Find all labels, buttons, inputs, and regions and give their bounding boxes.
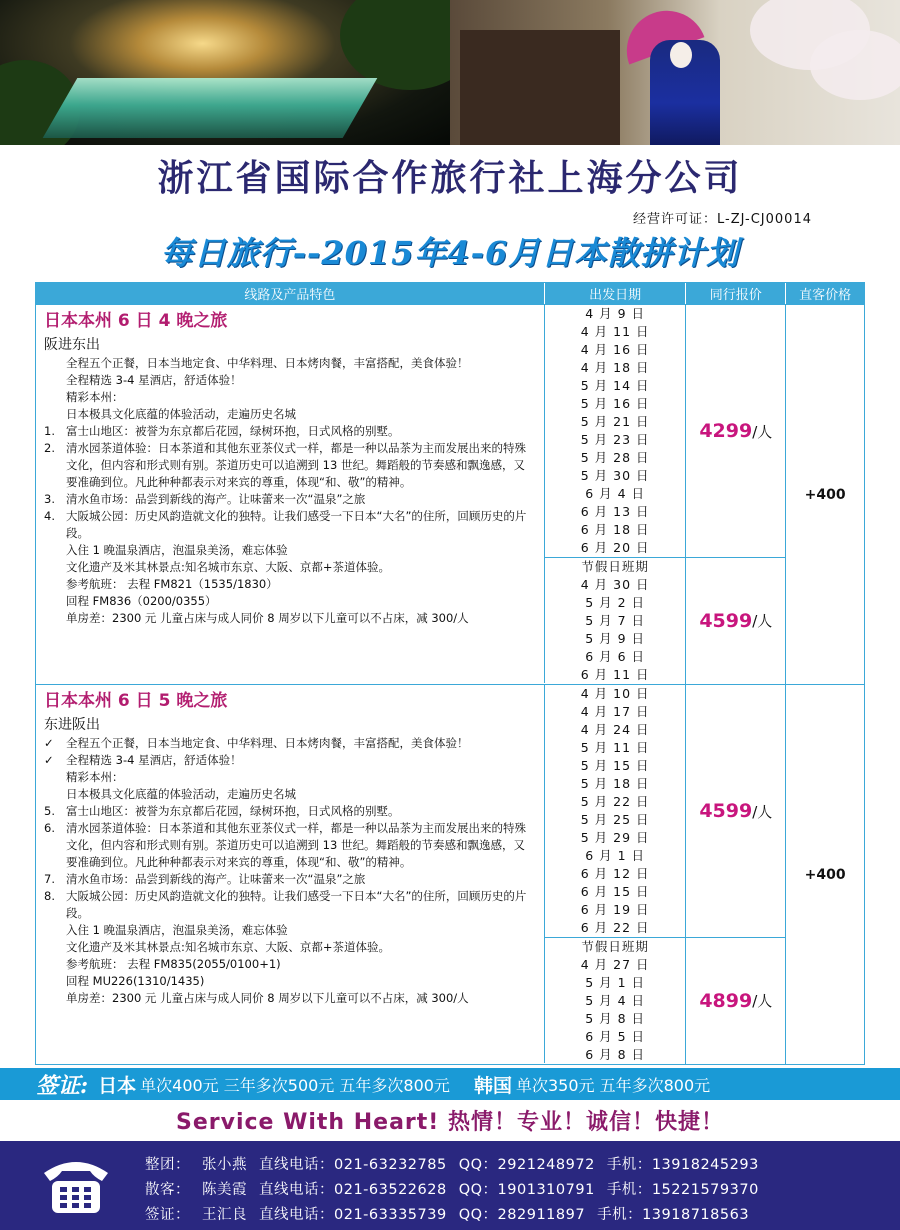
contact-role: 散客： [145, 1182, 190, 1198]
route-name: 日本本州 6 日 5 晚之旅 [44, 691, 228, 711]
table-header [36, 283, 864, 304]
feature-marker: ✓ [44, 753, 54, 767]
route-block [36, 684, 864, 1064]
contact-tel [259, 1153, 447, 1175]
contact-tel [259, 1203, 447, 1225]
feature-text: 单房差：2300 元 儿童占床与成人同价 8 周岁以下儿童可以不占床，减 300/人 [66, 611, 469, 625]
feature-text: 富士山地区：被誉为东京都后花园，绿树环抱，日式风格的别墅。 [66, 804, 400, 818]
holiday-label: 节假日班期 [581, 939, 649, 954]
date-item: 5 月 30 日 [580, 468, 650, 483]
regular-dates [545, 685, 686, 937]
price-unit: /人 [752, 992, 773, 1010]
feature-item [44, 735, 536, 752]
feature-item [44, 922, 536, 939]
feature-text: 入住 1 晚温泉酒店，泡温泉美汤，难忘体验 [66, 923, 288, 937]
feature-item [44, 786, 536, 803]
direct-price: +400 [804, 866, 846, 883]
header-dates: 出发日期 [545, 283, 687, 304]
direct-price: +400 [804, 486, 846, 503]
route-block [36, 304, 864, 684]
date-item: 6 月 4 日 [585, 486, 646, 501]
feature-marker [44, 939, 66, 956]
holiday-dates [545, 557, 686, 684]
feature-text: 清水园茶道体验：日本茶道和其他东亚茶仪式一样，都是一种以品茶为主而发展出来的特殊文化，但内容和形式则有别。茶道历史可以追溯到 13 世纪。舞蹈般的节奏感和飘逸感，又要准确到位。凡此种种都表示对来宾的尊重，体现“和、敬”的精神。 [66, 441, 526, 489]
feature-text: 入住 1 晚温泉酒店，泡温泉美汤，难忘体验 [66, 543, 288, 557]
contact-row [145, 1203, 761, 1225]
date-item: 4 月 17 日 [580, 704, 650, 719]
price-unit: /人 [752, 422, 773, 441]
feature-marker: 8. [44, 889, 55, 903]
feature-text: 全程五个正餐，日本当地定食、中华料理、日本烤肉餐，丰富搭配，美食体验！ [66, 736, 469, 750]
feature-marker: 4. [44, 509, 55, 523]
contact-name: 陈美霞 [202, 1182, 247, 1198]
feature-text: 清水园茶道体验：日本茶道和其他东亚茶仪式一样，都是一种以品茶为主而发展出来的特殊文化，但内容和形式则有别。茶道历史可以追溯到 13 世纪。舞蹈般的节奏感和飘逸感，又要准确到位。凡此种种都表示对来宾的尊重，体现“和、敬”的精神。 [66, 821, 526, 869]
visa-japan-prices: 单次400元 三年多次500元 五年多次800元 [140, 1075, 450, 1095]
feature-text: 参考航班： 去程 FM835(2055/0100+1) [66, 957, 281, 971]
date-item: 4 月 30 日 [580, 577, 650, 592]
contact-qq [459, 1153, 595, 1175]
regular-dates [545, 305, 686, 557]
feature-marker [44, 956, 66, 973]
date-item: 5 月 1 日 [585, 975, 646, 990]
feature-marker [44, 389, 66, 406]
feature-item [44, 973, 536, 990]
feature-marker [44, 576, 66, 593]
date-item: 6 月 22 日 [580, 920, 650, 935]
feature-text: 大阪城公园：历史风韵造就文化的独特。让我们感受一下日本“大名”的住所，回顾历史的片段。 [66, 889, 527, 920]
date-item: 5 月 25 日 [580, 812, 650, 827]
date-item: 5 月 21 日 [580, 414, 650, 429]
mobile-number[interactable]: 15221579370 [651, 1182, 759, 1198]
tel-label: 直线电话： [259, 1207, 334, 1223]
agent-prices [686, 305, 786, 684]
feature-item [44, 752, 536, 769]
feature-item [44, 939, 536, 956]
feature-item [44, 956, 536, 973]
date-item: 5 月 18 日 [580, 776, 650, 791]
feature-marker: 2. [44, 441, 55, 455]
feature-item [44, 423, 536, 440]
holiday-price [686, 937, 785, 1063]
plan-title: 每日旅行--2015年4-6月日本散拼计划 [160, 234, 740, 272]
date-item: 5 月 4 日 [585, 993, 646, 1008]
qq-label: QQ： [458, 1182, 498, 1198]
feature-item [44, 355, 536, 372]
qq-number[interactable]: 282911897 [497, 1207, 586, 1223]
feature-marker: ✓ [44, 736, 54, 750]
contact-row [145, 1178, 771, 1200]
mobile-label: 手机： [606, 1182, 652, 1198]
date-item: 4 月 24 日 [580, 722, 650, 737]
route-description [36, 305, 545, 683]
contact-name: 王汇良 [202, 1207, 247, 1223]
date-item: 5 月 14 日 [580, 378, 650, 393]
feature-marker [44, 922, 66, 939]
tel-number[interactable]: 021-63335739 [334, 1207, 447, 1223]
date-item: 6 月 19 日 [580, 902, 650, 917]
feature-text: 全程精选 3-4 星酒店，舒适体验！ [66, 753, 242, 767]
feature-text: 富士山地区：被誉为东京都后花园，绿树环抱，日式风格的别墅。 [66, 424, 400, 438]
date-item: 6 月 8 日 [585, 1047, 646, 1062]
geisha-face [670, 42, 692, 68]
feature-text: 精彩本州： [66, 770, 124, 784]
date-item: 5 月 28 日 [580, 450, 650, 465]
contact-mobile [607, 1153, 759, 1175]
feature-item [44, 610, 536, 627]
feature-text: 回程 MU226(1310/1435) [66, 974, 205, 988]
feature-text: 日本极具文化底蕴的体验活动，走遍历史名城 [66, 407, 296, 421]
feature-marker [44, 769, 66, 786]
date-item: 4 月 27 日 [580, 957, 650, 972]
feature-item [44, 491, 536, 508]
feature-item [44, 820, 536, 871]
feature-marker [44, 973, 66, 990]
feature-item [44, 888, 536, 922]
contact-qq [459, 1178, 595, 1200]
contact-role: 签证： [145, 1207, 190, 1223]
onsen-photo [0, 0, 450, 145]
price-value: 4599 [699, 800, 753, 822]
date-item: 4 月 10 日 [580, 686, 650, 701]
mobile-number[interactable]: 13918718563 [642, 1207, 750, 1223]
visa-japan: 日本 [98, 1074, 137, 1097]
contact-role: 整团： [145, 1157, 190, 1173]
feature-marker [44, 559, 66, 576]
feature-text: 文化遗产及米其林景点:知名城市东京、大阪、京都+茶道体验。 [66, 560, 391, 574]
feature-item [44, 769, 536, 786]
feature-text: 清水鱼市场：品尝到新线的海产。让味蕾来一次“温泉”之旅 [66, 492, 366, 506]
date-item: 6 月 15 日 [580, 884, 650, 899]
date-item: 6 月 13 日 [580, 504, 650, 519]
route-description [36, 685, 545, 1063]
date-item: 5 月 7 日 [585, 613, 646, 628]
tel-number[interactable]: 021-63232785 [334, 1157, 447, 1173]
feature-marker [44, 372, 66, 389]
feature-text: 清水鱼市场：品尝到新线的海产。让味蕾来一次“温泉”之旅 [66, 872, 366, 886]
holiday-label: 节假日班期 [581, 559, 649, 574]
date-item: 6 月 20 日 [580, 540, 650, 555]
feature-item [44, 440, 536, 491]
regular-price [686, 305, 785, 557]
mobile-label: 手机： [597, 1207, 643, 1223]
contact-row [145, 1153, 771, 1175]
departure-dates [545, 685, 687, 1064]
contact-mobile [607, 1178, 759, 1200]
feature-text: 精彩本州： [66, 390, 124, 404]
feature-marker [44, 355, 66, 372]
feature-item [44, 406, 536, 423]
contact-tel [259, 1178, 447, 1200]
license-number: 经营许可证：L-ZJ-CJ00014 [633, 212, 812, 227]
feature-item [44, 559, 536, 576]
feature-marker: 6. [44, 821, 55, 835]
date-item: 6 月 12 日 [580, 866, 650, 881]
visa-label: 签证: [36, 1072, 89, 1099]
price-value: 4899 [699, 989, 753, 1012]
feature-marker [44, 593, 66, 610]
date-item: 6 月 5 日 [585, 1029, 646, 1044]
contacts-panel [0, 1141, 900, 1230]
route-direction: 阪进东出 [44, 337, 100, 353]
header-photo-band [0, 0, 900, 145]
price-value: 4299 [699, 420, 753, 442]
feature-marker: 5. [44, 804, 55, 818]
tour-table [35, 282, 865, 1065]
route-name: 日本本州 6 日 4 晚之旅 [44, 311, 228, 331]
feature-marker [44, 990, 66, 1007]
house-shape [460, 30, 620, 145]
tel-label: 直线电话： [259, 1157, 334, 1173]
date-item: 4 月 18 日 [580, 360, 650, 375]
feature-text: 单房差：2300 元 儿童占床与成人同价 8 周岁以下儿童可以不占床，减 300/人 [66, 991, 469, 1005]
mobile-label: 手机： [606, 1157, 652, 1173]
qq-number[interactable]: 2921248972 [497, 1157, 595, 1173]
feature-text: 大阪城公园：历史风韵造就文化的独特。让我们感受一下日本“大名”的住所，回顾历史的片段。 [66, 509, 527, 540]
date-item: 4 月 16 日 [580, 342, 650, 357]
geisha-photo [450, 0, 900, 145]
date-item: 5 月 23 日 [580, 432, 650, 447]
date-item: 6 月 18 日 [580, 522, 650, 537]
feature-item [44, 542, 536, 559]
feature-text: 日本极具文化底蕴的体验活动，走遍历史名城 [66, 787, 296, 801]
pool-shape [43, 78, 378, 138]
price-unit: /人 [752, 612, 773, 630]
telephone-icon [38, 1155, 114, 1217]
feature-item [44, 990, 536, 1007]
feature-text: 全程精选 3-4 星酒店，舒适体验！ [66, 373, 242, 387]
date-item: 6 月 11 日 [580, 667, 650, 682]
route-direction: 东进阪出 [44, 717, 100, 733]
qq-label: QQ： [458, 1157, 498, 1173]
qq-number[interactable]: 1901310791 [497, 1182, 595, 1198]
holiday-dates [545, 937, 686, 1064]
header-direct-price: 直客价格 [799, 288, 852, 303]
feature-marker: 3. [44, 492, 55, 506]
departure-dates [545, 305, 687, 684]
regular-price [686, 685, 785, 937]
date-item: 5 月 22 日 [580, 794, 650, 809]
header-route: 线路及产品特色 [36, 283, 545, 304]
header-agent-price: 同行报价 [686, 283, 786, 304]
visa-korea-prices: 单次350元 五年多次800元 [515, 1075, 711, 1095]
feature-marker [44, 786, 66, 803]
feature-item [44, 576, 536, 593]
feature-text: 全程五个正餐，日本当地定食、中华料理、日本烤肉餐，丰富搭配，美食体验！ [66, 356, 469, 370]
feature-text: 参考航班： 去程 FM821（1535/1830） [66, 577, 278, 591]
feature-text: 回程 FM836（0200/0355） [66, 594, 217, 608]
tel-number[interactable]: 021-63522628 [334, 1182, 447, 1198]
date-item: 5 月 16 日 [580, 396, 650, 411]
price-value: 4599 [699, 609, 753, 632]
mobile-number[interactable]: 13918245293 [651, 1157, 759, 1173]
date-item: 5 月 2 日 [585, 595, 646, 610]
slogan: Service With Heart! 热情！专业！诚信！快捷！ [0, 1100, 900, 1140]
feature-item [44, 803, 536, 820]
feature-item [44, 593, 536, 610]
feature-marker: 1. [44, 424, 55, 438]
contact-mobile [597, 1203, 749, 1225]
tel-label: 直线电话： [259, 1182, 334, 1198]
date-item: 5 月 8 日 [585, 1011, 646, 1026]
date-item: 5 月 9 日 [585, 631, 646, 646]
blossom-shape [810, 30, 900, 100]
visa-bar [0, 1068, 900, 1100]
feature-item [44, 871, 536, 888]
date-item: 5 月 11 日 [580, 740, 650, 755]
date-item: 5 月 15 日 [580, 758, 650, 773]
holiday-price [686, 557, 785, 683]
tree-shape [340, 0, 450, 90]
feature-item [44, 389, 536, 406]
date-item: 6 月 6 日 [585, 649, 646, 664]
contact-name: 张小燕 [202, 1157, 247, 1173]
qq-label: QQ： [458, 1207, 498, 1223]
date-item: 4 月 11 日 [580, 324, 650, 339]
agent-prices [686, 685, 786, 1064]
date-item: 6 月 1 日 [585, 848, 646, 863]
feature-marker: 7. [44, 872, 55, 886]
feature-marker [44, 542, 66, 559]
visa-korea: 韩国 [473, 1074, 512, 1097]
feature-marker [44, 610, 66, 627]
feature-text: 文化遗产及米其林景点:知名城市东京、大阪、京都+茶道体验。 [66, 940, 391, 954]
feature-item [44, 372, 536, 389]
price-unit: /人 [752, 802, 773, 821]
agency-title: 浙江省国际合作旅行社上海分公司 [157, 158, 743, 199]
feature-marker [44, 406, 66, 423]
date-item: 5 月 29 日 [580, 830, 650, 845]
feature-item [44, 508, 536, 542]
date-item: 4 月 9 日 [585, 306, 646, 321]
contact-qq [459, 1203, 585, 1225]
